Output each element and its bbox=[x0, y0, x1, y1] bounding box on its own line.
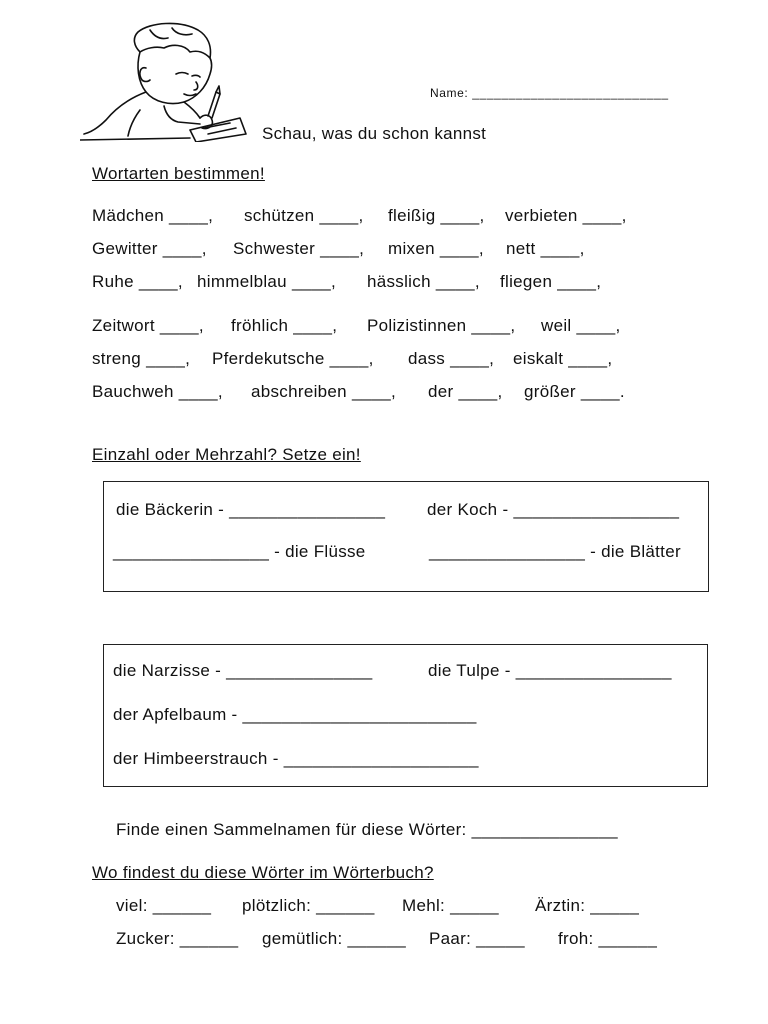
exercise-item: die Bäckerin - ________________ bbox=[116, 500, 386, 519]
word-item: Schwester ____, bbox=[233, 239, 365, 258]
exercise-item: ________________ - die Flüsse bbox=[113, 542, 366, 561]
name-field-label: Name: ___________________________ bbox=[430, 86, 669, 100]
boy-writing-illustration bbox=[80, 22, 250, 142]
word-item: Zeitwort ____, bbox=[92, 316, 204, 335]
worksheet-subtitle: Schau, was du schon kannst bbox=[262, 124, 487, 143]
word-item: Pferdekutsche ____, bbox=[212, 349, 374, 368]
word-item: Bauchweh ____, bbox=[92, 382, 223, 401]
exercise-item: ________________ - die Blätter bbox=[429, 542, 681, 561]
word-item: Mehl: _____ bbox=[402, 896, 499, 915]
exercise-item: die Narzisse - _______________ bbox=[113, 661, 373, 680]
section-heading-dictionary: Wo findest du diese Wörter im Wörterbuch? bbox=[92, 863, 434, 882]
word-item: fleißig ____, bbox=[388, 206, 485, 225]
word-item: froh: ______ bbox=[558, 929, 658, 948]
word-item: weil ____, bbox=[541, 316, 621, 335]
collective-noun-prompt: Finde einen Sammelnamen für diese Wörter: _______________ bbox=[116, 820, 618, 839]
word-item: nett ____, bbox=[506, 239, 585, 258]
exercise-box-singular-plural bbox=[103, 481, 709, 592]
word-item: verbieten ____, bbox=[505, 206, 627, 225]
section-heading-word-types: Wortarten bestimmen! bbox=[92, 164, 265, 183]
word-item: plötzlich: ______ bbox=[242, 896, 375, 915]
word-item: abschreiben ____, bbox=[251, 382, 396, 401]
exercise-item: die Tulpe - ________________ bbox=[428, 661, 672, 680]
word-item: schützen ____, bbox=[244, 206, 364, 225]
word-item: Ruhe ____, bbox=[92, 272, 183, 291]
exercise-item: der Koch - _________________ bbox=[427, 500, 680, 519]
word-item: viel: ______ bbox=[116, 896, 212, 915]
word-item: eiskalt ____, bbox=[513, 349, 613, 368]
exercise-item: der Apfelbaum - ________________________ bbox=[113, 705, 477, 724]
word-item: Ärztin: _____ bbox=[535, 896, 640, 915]
word-item: Paar: _____ bbox=[429, 929, 525, 948]
word-item: gemütlich: ______ bbox=[262, 929, 407, 948]
word-item: Polizistinnen ____, bbox=[367, 316, 516, 335]
word-item: Mädchen ____, bbox=[92, 206, 214, 225]
word-item: Zucker: ______ bbox=[116, 929, 239, 948]
word-item: Gewitter ____, bbox=[92, 239, 207, 258]
word-item: größer ____. bbox=[524, 382, 625, 401]
word-item: der ____, bbox=[428, 382, 503, 401]
word-item: fliegen ____, bbox=[500, 272, 602, 291]
exercise-item: der Himbeerstrauch - ____________________ bbox=[113, 749, 479, 768]
word-item: dass ____, bbox=[408, 349, 495, 368]
word-item: mixen ____, bbox=[388, 239, 484, 258]
section-heading-singular-plural: Einzahl oder Mehrzahl? Setze ein! bbox=[92, 445, 361, 464]
word-item: streng ____, bbox=[92, 349, 191, 368]
word-item: fröhlich ____, bbox=[231, 316, 338, 335]
word-item: hässlich ____, bbox=[367, 272, 480, 291]
word-item: himmelblau ____, bbox=[197, 272, 336, 291]
